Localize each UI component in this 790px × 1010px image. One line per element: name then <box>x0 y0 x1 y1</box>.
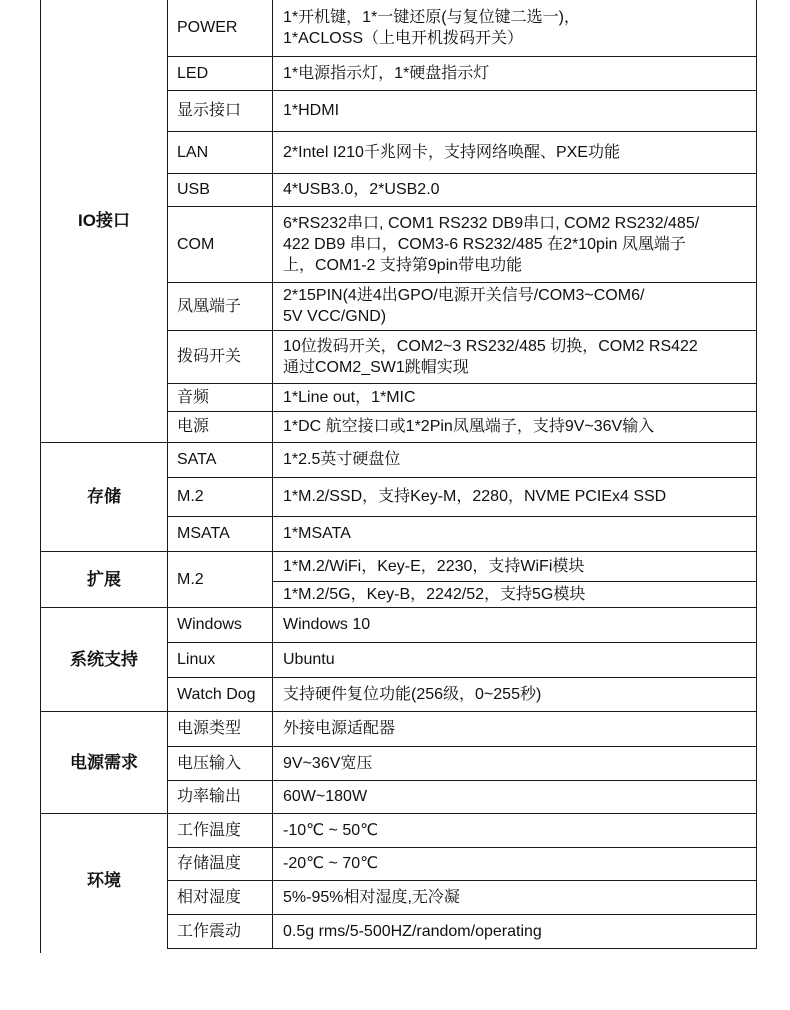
item-label: 显示接口 <box>177 102 242 119</box>
category-label: IO接口 <box>78 211 130 231</box>
value-cell <box>273 746 757 780</box>
value-line: 1*M.2/WiFi，Key-E，2230，支持WiFi模块 <box>283 557 585 575</box>
value-line: 1*2.5英寸硬盘位 <box>283 451 401 468</box>
item-label: 音频 <box>177 388 210 406</box>
value-cell <box>273 516 757 551</box>
value-line: -10℃ ~ 50℃ <box>283 821 379 839</box>
item-cell <box>168 813 273 847</box>
table-row <box>41 551 757 581</box>
item-cell <box>168 880 273 914</box>
value-cell <box>273 383 757 411</box>
item-label: Linux <box>177 651 216 668</box>
value-line: 1*HDMI <box>283 102 340 119</box>
item-cell <box>168 90 273 131</box>
value-cell <box>273 847 757 880</box>
value-cell <box>273 206 757 282</box>
value-cell <box>273 477 757 516</box>
item-label: SATA <box>177 451 217 468</box>
value-cell <box>273 880 757 914</box>
value-cell <box>273 411 757 442</box>
value-cell <box>273 330 757 383</box>
value-cell <box>273 0 757 56</box>
item-cell <box>168 677 273 711</box>
item-label: M.2 <box>177 488 204 505</box>
item-cell <box>168 914 273 948</box>
table-row <box>41 442 757 477</box>
item-label: Windows <box>177 616 242 633</box>
value-cell <box>273 551 757 581</box>
item-label: 电源 <box>177 418 210 435</box>
item-label: 存储温度 <box>177 855 242 872</box>
value-cell <box>273 711 757 746</box>
item-cell <box>168 847 273 880</box>
category-cell-os <box>41 607 168 711</box>
value-line: 4*USB3.0，2*USB2.0 <box>283 181 440 198</box>
item-cell <box>168 0 273 56</box>
value-cell <box>273 642 757 677</box>
value-line: 2*Intel I210千兆网卡，支持网络唤醒、PXE功能 <box>283 143 620 161</box>
value-line: 9V~36V宽压 <box>283 754 373 772</box>
value-line: 1*M.2/SSD，支持Key-M，2280，NVME PCIEx4 SSD <box>283 488 667 505</box>
value-line: 10位拨码开关，COM2~3 RS232/485 切换，COM2 RS422 <box>283 337 698 355</box>
value-line: 外接电源适配器 <box>283 720 396 737</box>
value-line: 通过COM2_SW1跳帽实现 <box>283 358 469 376</box>
item-cell <box>168 383 273 411</box>
value-line: 1*开机键，1*一键还原(与复位键二选一)， <box>283 8 580 26</box>
item-label: 凤凰端子 <box>177 297 242 315</box>
item-label: 电源类型 <box>177 720 242 737</box>
item-cell <box>168 56 273 90</box>
item-cell <box>168 607 273 642</box>
value-line: 2*15PIN(4进4出GPO/电源开关信号/COM3~COM6/ <box>283 287 645 304</box>
item-label: 功率输出 <box>177 788 242 805</box>
category-label: 扩展 <box>87 569 121 589</box>
value-line: 1*MSATA <box>283 525 351 542</box>
item-label: COM <box>177 235 215 253</box>
item-cell <box>168 330 273 383</box>
value-line: -20℃ ~ 70℃ <box>283 855 379 872</box>
value-line: 5V VCC/GND) <box>283 308 387 325</box>
item-label: 工作温度 <box>177 821 242 839</box>
table-row <box>41 711 757 746</box>
category-cell-io <box>41 0 168 442</box>
item-cell <box>168 206 273 282</box>
value-cell <box>273 813 757 847</box>
value-cell <box>273 131 757 173</box>
value-line: 60W~180W <box>283 788 368 805</box>
item-label: M.2 <box>177 570 204 588</box>
category-cell-storage <box>41 442 168 551</box>
item-label: MSATA <box>177 525 230 542</box>
item-cell <box>168 131 273 173</box>
table-row <box>41 0 757 56</box>
item-label: LED <box>177 64 209 82</box>
item-label: USB <box>177 181 210 198</box>
item-label: 相对湿度 <box>177 888 242 906</box>
spec-table <box>40 0 757 949</box>
value-cell <box>273 607 757 642</box>
item-label: POWER <box>177 19 238 37</box>
table-row <box>41 813 757 847</box>
item-label: Watch Dog <box>177 685 256 703</box>
item-label: 工作震动 <box>177 922 242 940</box>
item-cell <box>168 516 273 551</box>
category-cell-environment <box>41 813 168 948</box>
category-label: 环境 <box>87 871 121 891</box>
value-cell <box>273 173 757 206</box>
item-cell <box>168 551 273 607</box>
value-line: 1*Line out，1*MIC <box>283 388 416 406</box>
item-cell <box>168 746 273 780</box>
value-cell <box>273 914 757 948</box>
value-line: 5%-95%相对湿度,无冷凝 <box>283 888 460 906</box>
category-cell-power <box>41 711 168 813</box>
item-label: 电压输入 <box>177 754 242 772</box>
item-cell <box>168 711 273 746</box>
value-line: 1*ACLOSS（上电开机拨码开关） <box>283 29 524 47</box>
value-line: Ubuntu <box>283 651 335 668</box>
value-line: 1*M.2/5G，Key-B，2242/52，支持5G模块 <box>283 585 586 603</box>
value-cell <box>273 282 757 330</box>
value-cell <box>273 56 757 90</box>
category-label: 存储 <box>87 487 121 506</box>
item-cell <box>168 780 273 813</box>
item-label: LAN <box>177 143 209 161</box>
value-cell <box>273 780 757 813</box>
value-line: 支持硬件复位功能(256级，0~255秒) <box>283 685 542 703</box>
value-line: 1*DC 航空接口或1*2Pin凤凰端子，支持9V~36V输入 <box>283 418 655 435</box>
category-label: 电源需求 <box>70 752 138 772</box>
value-cell <box>273 90 757 131</box>
category-label: 系统支持 <box>70 649 138 669</box>
value-line: Windows 10 <box>283 616 371 633</box>
value-line: 0.5g rms/5-500HZ/random/operating <box>283 922 542 940</box>
item-label: 拨码开关 <box>177 348 242 365</box>
value-cell <box>273 442 757 477</box>
item-cell <box>168 442 273 477</box>
item-cell <box>168 642 273 677</box>
value-line: 1*电源指示灯，1*硬盘指示灯 <box>283 64 490 82</box>
value-line: 422 DB9 串口，COM3-6 RS232/485 在2*10pin 凤凰端子 <box>283 235 686 253</box>
value-line: 6*RS232串口, COM1 RS232 DB9串口, COM2 RS232/485/ <box>283 214 700 232</box>
table-left-border-tail <box>40 948 41 953</box>
item-cell <box>168 173 273 206</box>
item-cell <box>168 477 273 516</box>
table-row <box>41 607 757 642</box>
category-cell-expansion <box>41 551 168 607</box>
value-cell <box>273 677 757 711</box>
value-line: 上，COM1-2 支持第9pin带电功能 <box>283 256 523 274</box>
item-cell <box>168 282 273 330</box>
value-cell <box>273 581 757 607</box>
item-cell <box>168 411 273 442</box>
